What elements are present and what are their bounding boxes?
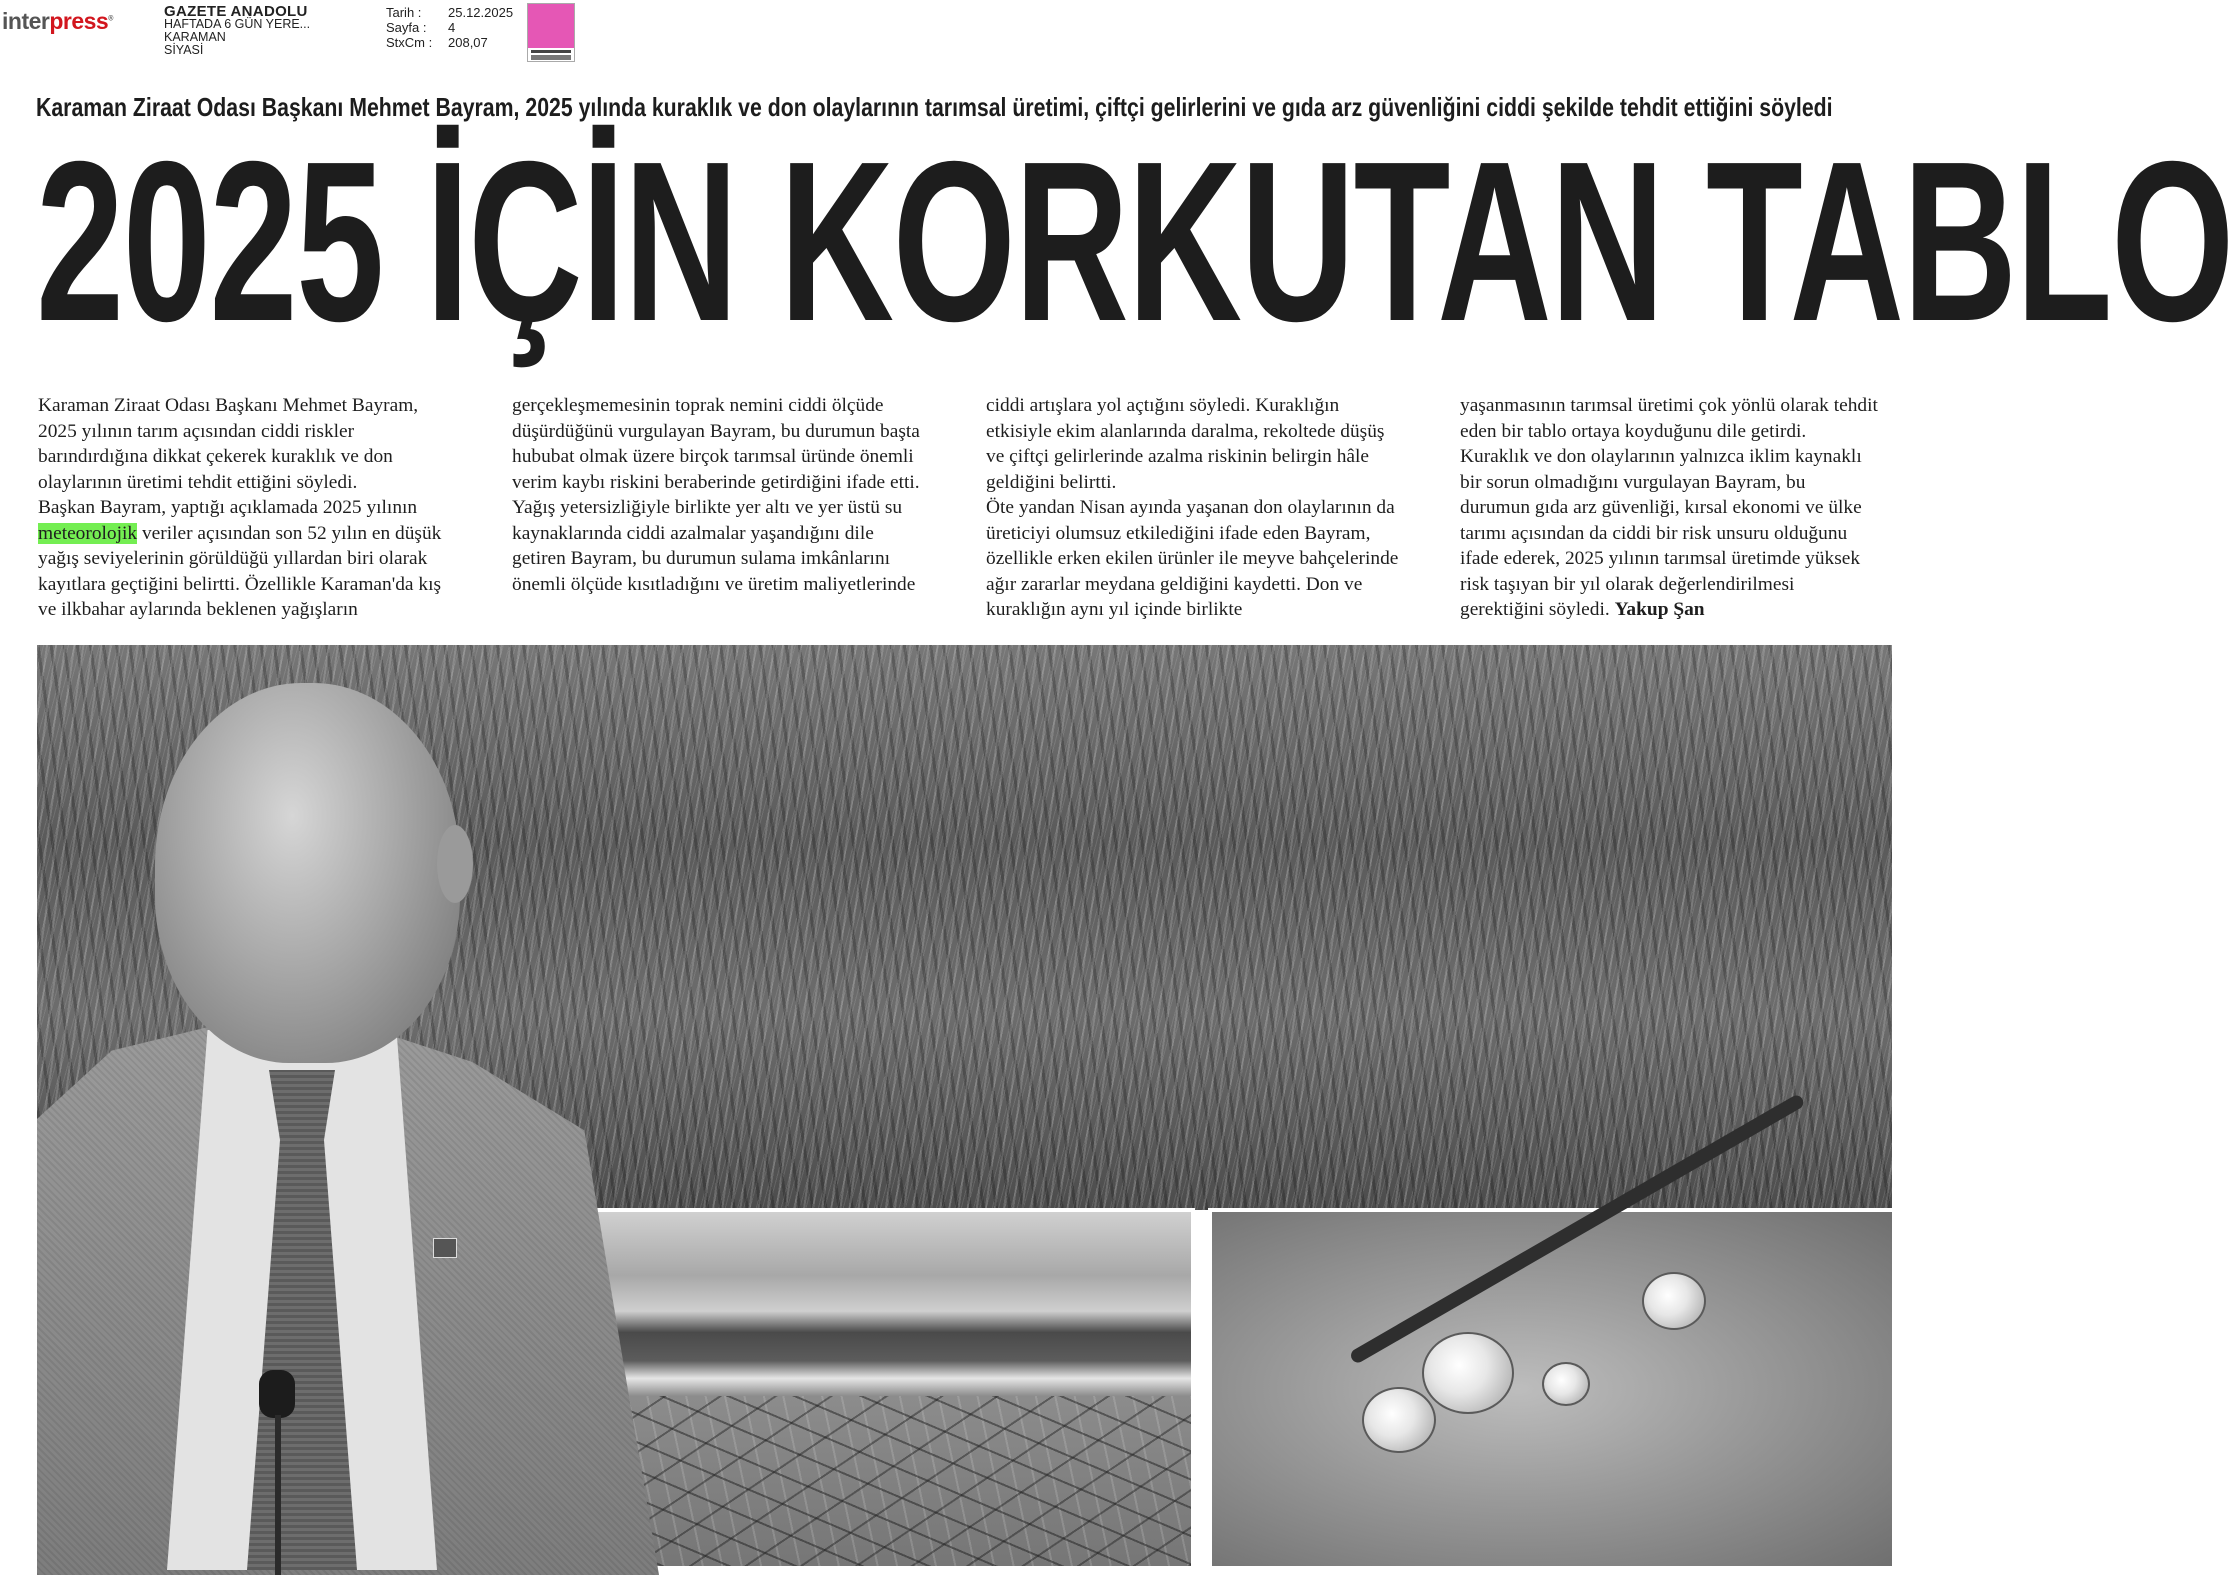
logo-press-text: press — [49, 8, 109, 34]
page-label: Sayfa : — [386, 20, 427, 35]
blossom — [1642, 1272, 1706, 1330]
page-value: 4 — [448, 20, 456, 35]
publication-info — [164, 5, 310, 57]
thumbnail-image — [531, 55, 571, 60]
date-value: 25.12.2025 — [448, 5, 514, 20]
article-column-1 — [38, 393, 458, 623]
author-byline: Yakup Şan — [1614, 599, 1705, 620]
portrait-photo — [37, 645, 659, 1570]
paragraph-text: Başkan Bayram, yaptığı açıklamada 2025 yılının — [38, 497, 418, 518]
paragraph: Yağış yetersizliğiyle birlikte yer altı ve yer üstü su kaynaklarında ciddi azalmalar yaşandığını dile getiren Bayram, bu durumun sulama imkânlarını önemli ölçüde kısıtladığını ve üretim maliyetlerinde — [512, 497, 916, 595]
article-headline: 2025 İÇİN KORKUTAN TABLO — [36, 115, 2233, 369]
lapel-pin-icon — [433, 1238, 457, 1258]
publication-category: SİYASİ — [164, 43, 204, 57]
date-row — [386, 5, 513, 20]
page-row — [386, 20, 513, 35]
blossom — [1362, 1387, 1436, 1453]
page-thumbnail[interactable] — [527, 3, 575, 62]
head — [155, 683, 460, 1063]
frozen-blossom-photo — [1208, 1208, 1896, 1570]
blossom — [1422, 1332, 1514, 1414]
microphone-icon — [259, 1370, 295, 1418]
publication-name: GAZETE ANADOLU — [164, 3, 308, 20]
registered-mark: ® — [108, 15, 113, 23]
article-column-3 — [986, 393, 1406, 623]
stxcm-row — [386, 35, 513, 50]
ear — [437, 825, 473, 903]
paragraph-text: veriler açısından son 52 yılın en düşük yağış seviyelerinin görüldüğü yıllardan biri olarak kayıtlara geçtiğini belirtti. Özellikle Karaman'da kış ve ilkbahar aylarında beklenen yağışların — [38, 522, 442, 620]
paragraph — [1460, 444, 1880, 623]
stxcm-value: 208,07 — [448, 35, 488, 50]
blossom — [1542, 1362, 1590, 1406]
logo-inter-text: inter — [2, 8, 50, 34]
stxcm-label: StxCm : — [386, 35, 433, 50]
paragraph — [38, 495, 458, 623]
highlighted-keyword: meteorolojik — [38, 522, 138, 544]
publication-frequency: HAFTADA 6 GÜN YERE... — [164, 17, 311, 31]
interpress-logo — [2, 8, 113, 35]
thumbnail-headline — [531, 50, 571, 53]
article-column-4 — [1460, 393, 1880, 623]
paragraph: Öte yandan Nisan ayında yaşanan don olaylarının da üreticiyi olumsuz etkilediğini ifade eden Bayram, özellikle erken ekilen ürünler ile meyve bahçelerinde ağır zararlar meydana geldiğini kaydetti. Don ve kuraklığın aynı yıl içinde birlikte — [986, 497, 1399, 620]
paragraph: ciddi artışlara yol açtığını söyledi. Kuraklığın etkisiyle ekim alanlarında daralma, rekoltede düşüş ve çiftçi gelirlerinde azalma riskinin belirgin hâle geldiğini belirtti. — [986, 395, 1385, 493]
paragraph-text: Kuraklık ve don olaylarının yalnızca iklim kaynaklı bir sorun olmadığını vurgulayan Bayram, bu durumun gıda arz güvenliği, kırsal ekonomi ve ülke tarımı açısından da ciddi bir risk unsuru olduğunu ifade ederek, 2025 yılının tarımsal üretimde yüksek risk taşıyan bir yıl olarak değerlendirilmesi gerektiğini söyledi. — [1460, 446, 1862, 620]
article-body — [38, 393, 1892, 623]
article-spot: Karaman Ziraat Odası Başkanı Mehmet Bayram, 2025 yılında kuraklık ve don olaylarının tarımsal üretimi, çiftçi gelirlerini ve gıda arz güvenliğini ciddi şekilde tehdit ettiğini söyledi — [36, 92, 1833, 122]
microphone-stand — [275, 1415, 281, 1575]
date-label: Tarih : — [386, 5, 422, 20]
paragraph: yaşanmasının tarımsal üretimi çok yönlü olarak tehdit eden bir tablo ortaya koyduğunu dile getirdi. — [1460, 395, 1878, 442]
paragraph: gerçekleşmemesinin toprak nemini ciddi ölçüde düşürdüğünü vurgulayan Bayram, bu durumun başta hububat olmak üzere birçok tarımsal üründe önemli verim kaybı riskini beraberinde getirdiğini ifade etti. — [512, 395, 920, 493]
thumbnail-highlight — [528, 4, 574, 48]
clip-meta — [386, 5, 513, 50]
article-column-2 — [512, 393, 932, 623]
publication-city: KARAMAN — [164, 30, 226, 44]
paragraph: Karaman Ziraat Odası Başkanı Mehmet Bayram, 2025 yılının tarım açısından ciddi riskler barındırdığına dikkat çekerek kuraklık ve don olaylarının üretimi tehdit ettiğini söyledi. — [38, 395, 419, 493]
